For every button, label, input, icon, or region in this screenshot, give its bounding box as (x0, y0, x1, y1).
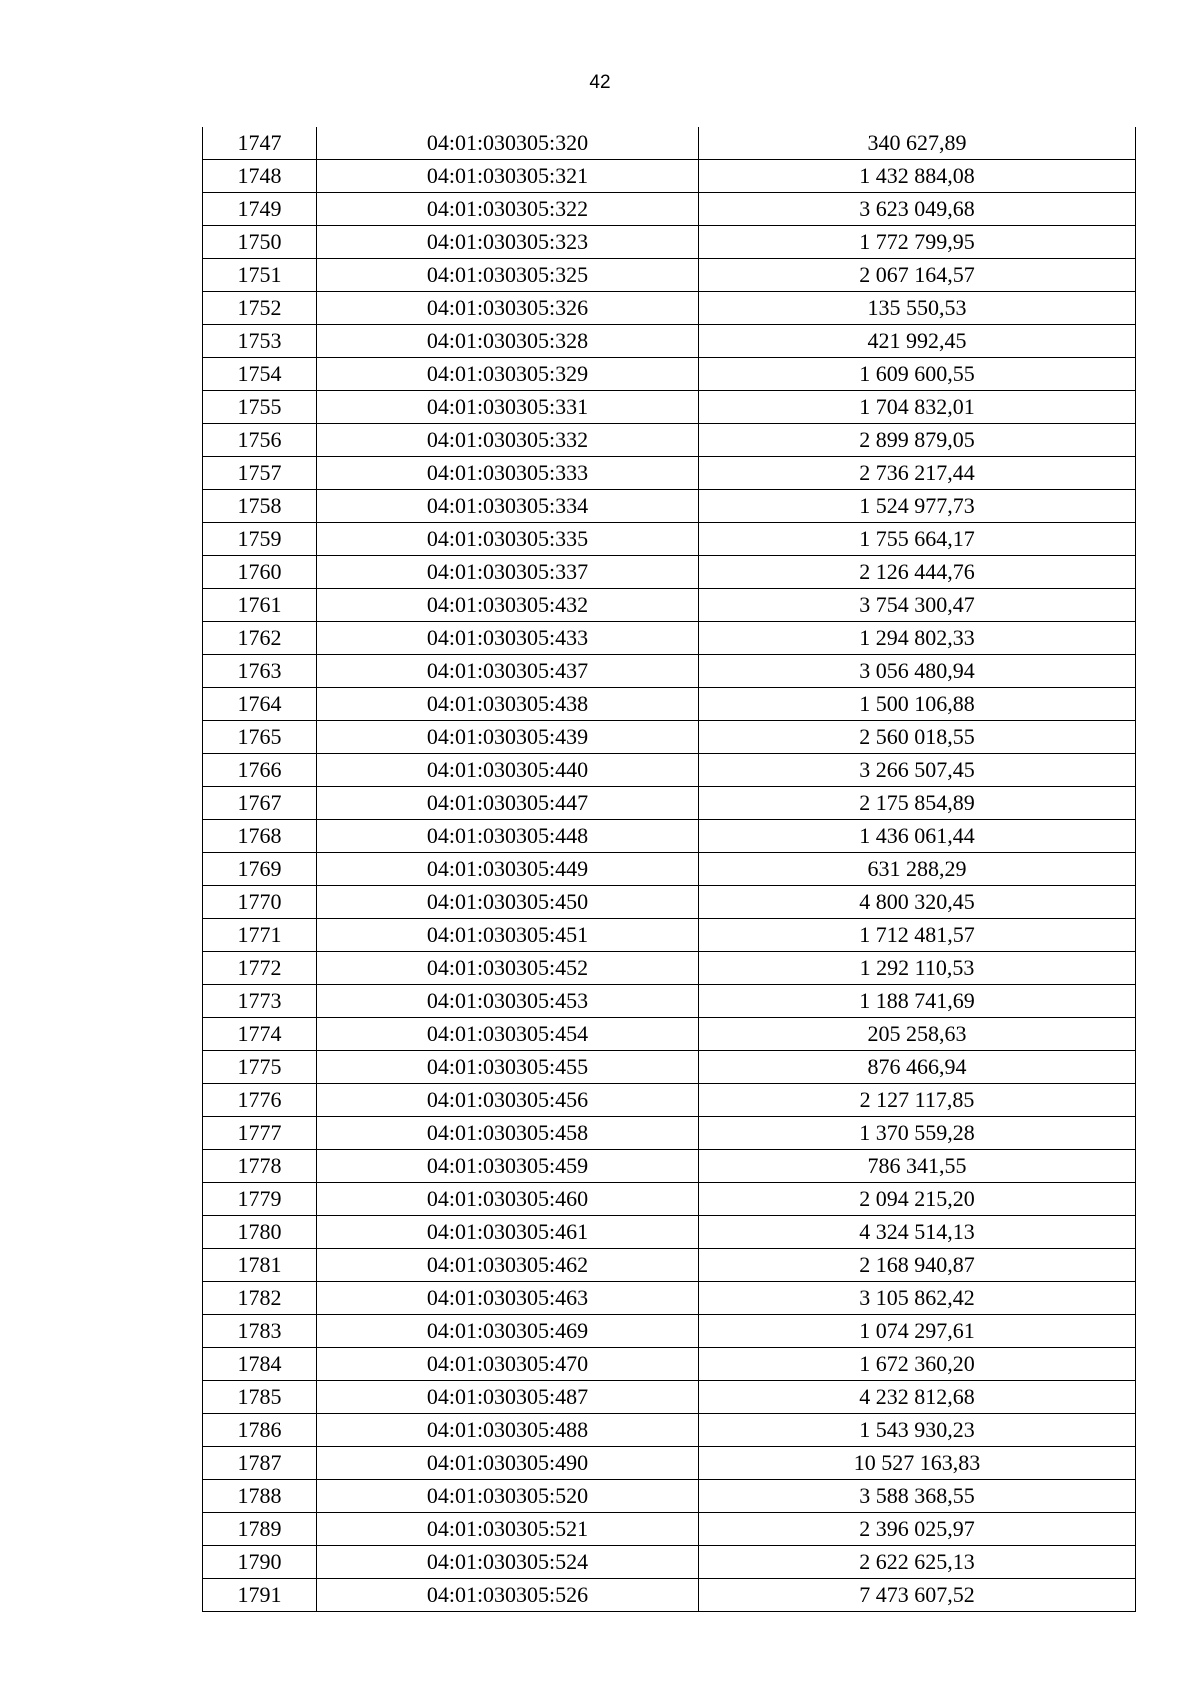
table-row (203, 754, 1136, 787)
table-row (203, 292, 1136, 325)
value-cell: 3 056 480,94 (699, 655, 1136, 688)
row-number-cell: 1774 (203, 1018, 317, 1051)
value-cell: 2 067 164,57 (699, 259, 1136, 292)
value-cell: 2 127 117,85 (699, 1084, 1136, 1117)
cadastral-number-cell: 04:01:030305:490 (317, 1447, 699, 1480)
cadastral-number-cell: 04:01:030305:331 (317, 391, 699, 424)
table-row (203, 259, 1136, 292)
value-cell: 1 672 360,20 (699, 1348, 1136, 1381)
table-row (203, 853, 1136, 886)
table-row (203, 886, 1136, 919)
cadastral-number-cell: 04:01:030305:452 (317, 952, 699, 985)
row-number-cell: 1753 (203, 325, 317, 358)
table-row (203, 127, 1136, 160)
value-cell: 1 609 600,55 (699, 358, 1136, 391)
row-number-cell: 1749 (203, 193, 317, 226)
table-row (203, 820, 1136, 853)
row-number-cell: 1773 (203, 985, 317, 1018)
row-number-cell: 1787 (203, 1447, 317, 1480)
table-row (203, 919, 1136, 952)
cadastral-number-cell: 04:01:030305:453 (317, 985, 699, 1018)
value-cell: 1 436 061,44 (699, 820, 1136, 853)
table-row (203, 1546, 1136, 1579)
table-row (203, 1315, 1136, 1348)
cadastral-value-table (202, 127, 1136, 1612)
value-cell: 2 736 217,44 (699, 457, 1136, 490)
table-body (203, 127, 1136, 1612)
row-number-cell: 1776 (203, 1084, 317, 1117)
cadastral-number-cell: 04:01:030305:451 (317, 919, 699, 952)
value-cell: 1 704 832,01 (699, 391, 1136, 424)
cadastral-number-cell: 04:01:030305:524 (317, 1546, 699, 1579)
row-number-cell: 1762 (203, 622, 317, 655)
table-row (203, 1348, 1136, 1381)
row-number-cell: 1754 (203, 358, 317, 391)
value-cell: 205 258,63 (699, 1018, 1136, 1051)
cadastral-number-cell: 04:01:030305:450 (317, 886, 699, 919)
value-cell: 4 232 812,68 (699, 1381, 1136, 1414)
table-row (203, 1051, 1136, 1084)
table-row (203, 325, 1136, 358)
row-number-cell: 1778 (203, 1150, 317, 1183)
cadastral-number-cell: 04:01:030305:487 (317, 1381, 699, 1414)
cadastral-number-cell: 04:01:030305:337 (317, 556, 699, 589)
row-number-cell: 1760 (203, 556, 317, 589)
cadastral-number-cell: 04:01:030305:323 (317, 226, 699, 259)
row-number-cell: 1750 (203, 226, 317, 259)
table-row (203, 1381, 1136, 1414)
row-number-cell: 1769 (203, 853, 317, 886)
value-cell: 1 755 664,17 (699, 523, 1136, 556)
row-number-cell: 1748 (203, 160, 317, 193)
row-number-cell: 1758 (203, 490, 317, 523)
cadastral-number-cell: 04:01:030305:521 (317, 1513, 699, 1546)
cadastral-number-cell: 04:01:030305:455 (317, 1051, 699, 1084)
value-cell: 2 168 940,87 (699, 1249, 1136, 1282)
value-cell: 1 772 799,95 (699, 226, 1136, 259)
row-number-cell: 1777 (203, 1117, 317, 1150)
table-row (203, 1084, 1136, 1117)
table-row (203, 1249, 1136, 1282)
value-cell: 2 560 018,55 (699, 721, 1136, 754)
value-cell: 631 288,29 (699, 853, 1136, 886)
value-cell: 135 550,53 (699, 292, 1136, 325)
value-cell: 4 800 320,45 (699, 886, 1136, 919)
cadastral-number-cell: 04:01:030305:432 (317, 589, 699, 622)
value-cell: 3 623 049,68 (699, 193, 1136, 226)
value-cell: 2 622 625,13 (699, 1546, 1136, 1579)
row-number-cell: 1767 (203, 787, 317, 820)
table-row (203, 1447, 1136, 1480)
cadastral-number-cell: 04:01:030305:329 (317, 358, 699, 391)
cadastral-number-cell: 04:01:030305:459 (317, 1150, 699, 1183)
value-cell: 786 341,55 (699, 1150, 1136, 1183)
table-row (203, 160, 1136, 193)
cadastral-number-cell: 04:01:030305:440 (317, 754, 699, 787)
table-row (203, 1414, 1136, 1447)
value-cell: 2 126 444,76 (699, 556, 1136, 589)
value-cell: 2 175 854,89 (699, 787, 1136, 820)
row-number-cell: 1759 (203, 523, 317, 556)
value-cell: 1 188 741,69 (699, 985, 1136, 1018)
row-number-cell: 1779 (203, 1183, 317, 1216)
table-row (203, 1018, 1136, 1051)
cadastral-number-cell: 04:01:030305:326 (317, 292, 699, 325)
table-row (203, 457, 1136, 490)
row-number-cell: 1785 (203, 1381, 317, 1414)
value-cell: 876 466,94 (699, 1051, 1136, 1084)
row-number-cell: 1752 (203, 292, 317, 325)
value-cell: 1 292 110,53 (699, 952, 1136, 985)
value-cell: 1 543 930,23 (699, 1414, 1136, 1447)
table-row (203, 226, 1136, 259)
cadastral-number-cell: 04:01:030305:447 (317, 787, 699, 820)
cadastral-number-cell: 04:01:030305:456 (317, 1084, 699, 1117)
value-cell: 3 266 507,45 (699, 754, 1136, 787)
cadastral-number-cell: 04:01:030305:322 (317, 193, 699, 226)
table-row (203, 1480, 1136, 1513)
row-number-cell: 1784 (203, 1348, 317, 1381)
value-cell: 10 527 163,83 (699, 1447, 1136, 1480)
row-number-cell: 1789 (203, 1513, 317, 1546)
cadastral-number-cell: 04:01:030305:321 (317, 160, 699, 193)
value-cell: 421 992,45 (699, 325, 1136, 358)
table-row (203, 721, 1136, 754)
value-cell: 1 294 802,33 (699, 622, 1136, 655)
table-row (203, 1117, 1136, 1150)
cadastral-number-cell: 04:01:030305:470 (317, 1348, 699, 1381)
cadastral-number-cell: 04:01:030305:520 (317, 1480, 699, 1513)
row-number-cell: 1771 (203, 919, 317, 952)
cadastral-number-cell: 04:01:030305:328 (317, 325, 699, 358)
table-row (203, 1183, 1136, 1216)
page-number: 42 (589, 72, 611, 93)
cadastral-number-cell: 04:01:030305:438 (317, 688, 699, 721)
value-cell: 1 370 559,28 (699, 1117, 1136, 1150)
table-row (203, 1216, 1136, 1249)
table-row (203, 1579, 1136, 1612)
value-cell: 3 754 300,47 (699, 589, 1136, 622)
row-number-cell: 1790 (203, 1546, 317, 1579)
cadastral-number-cell: 04:01:030305:526 (317, 1579, 699, 1612)
table-row (203, 1513, 1136, 1546)
table-row (203, 688, 1136, 721)
cadastral-number-cell: 04:01:030305:437 (317, 655, 699, 688)
table-row (203, 523, 1136, 556)
row-number-cell: 1770 (203, 886, 317, 919)
table-row (203, 556, 1136, 589)
cadastral-number-cell: 04:01:030305:463 (317, 1282, 699, 1315)
table-row (203, 1150, 1136, 1183)
table-row (203, 1282, 1136, 1315)
table-row (203, 424, 1136, 457)
row-number-cell: 1786 (203, 1414, 317, 1447)
row-number-cell: 1765 (203, 721, 317, 754)
value-cell: 340 627,89 (699, 127, 1136, 160)
cadastral-number-cell: 04:01:030305:462 (317, 1249, 699, 1282)
row-number-cell: 1764 (203, 688, 317, 721)
value-cell: 2 899 879,05 (699, 424, 1136, 457)
value-cell: 3 588 368,55 (699, 1480, 1136, 1513)
row-number-cell: 1761 (203, 589, 317, 622)
cadastral-number-cell: 04:01:030305:454 (317, 1018, 699, 1051)
row-number-cell: 1788 (203, 1480, 317, 1513)
table-row (203, 391, 1136, 424)
value-cell: 4 324 514,13 (699, 1216, 1136, 1249)
row-number-cell: 1755 (203, 391, 317, 424)
cadastral-number-cell: 04:01:030305:449 (317, 853, 699, 886)
cadastral-number-cell: 04:01:030305:320 (317, 127, 699, 160)
row-number-cell: 1775 (203, 1051, 317, 1084)
value-cell: 1 712 481,57 (699, 919, 1136, 952)
cadastral-number-cell: 04:01:030305:461 (317, 1216, 699, 1249)
value-cell: 3 105 862,42 (699, 1282, 1136, 1315)
cadastral-number-cell: 04:01:030305:333 (317, 457, 699, 490)
table-row (203, 589, 1136, 622)
table-row (203, 193, 1136, 226)
value-cell: 1 074 297,61 (699, 1315, 1136, 1348)
value-cell: 2 094 215,20 (699, 1183, 1136, 1216)
table-row (203, 358, 1136, 391)
cadastral-number-cell: 04:01:030305:439 (317, 721, 699, 754)
cadastral-number-cell: 04:01:030305:469 (317, 1315, 699, 1348)
cadastral-number-cell: 04:01:030305:325 (317, 259, 699, 292)
table-row (203, 622, 1136, 655)
row-number-cell: 1751 (203, 259, 317, 292)
row-number-cell: 1747 (203, 127, 317, 160)
table-row (203, 787, 1136, 820)
value-cell: 1 500 106,88 (699, 688, 1136, 721)
value-cell: 1 432 884,08 (699, 160, 1136, 193)
row-number-cell: 1783 (203, 1315, 317, 1348)
table-row (203, 952, 1136, 985)
row-number-cell: 1772 (203, 952, 317, 985)
cadastral-number-cell: 04:01:030305:460 (317, 1183, 699, 1216)
table-row (203, 985, 1136, 1018)
table-row (203, 655, 1136, 688)
value-cell: 2 396 025,97 (699, 1513, 1136, 1546)
cadastral-number-cell: 04:01:030305:433 (317, 622, 699, 655)
table-row (203, 490, 1136, 523)
row-number-cell: 1780 (203, 1216, 317, 1249)
cadastral-number-cell: 04:01:030305:458 (317, 1117, 699, 1150)
row-number-cell: 1791 (203, 1579, 317, 1612)
cadastral-number-cell: 04:01:030305:335 (317, 523, 699, 556)
cadastral-number-cell: 04:01:030305:488 (317, 1414, 699, 1447)
row-number-cell: 1781 (203, 1249, 317, 1282)
cadastral-number-cell: 04:01:030305:448 (317, 820, 699, 853)
row-number-cell: 1757 (203, 457, 317, 490)
value-cell: 1 524 977,73 (699, 490, 1136, 523)
row-number-cell: 1756 (203, 424, 317, 457)
cadastral-number-cell: 04:01:030305:332 (317, 424, 699, 457)
row-number-cell: 1766 (203, 754, 317, 787)
value-cell: 7 473 607,52 (699, 1579, 1136, 1612)
row-number-cell: 1782 (203, 1282, 317, 1315)
row-number-cell: 1768 (203, 820, 317, 853)
cadastral-number-cell: 04:01:030305:334 (317, 490, 699, 523)
row-number-cell: 1763 (203, 655, 317, 688)
